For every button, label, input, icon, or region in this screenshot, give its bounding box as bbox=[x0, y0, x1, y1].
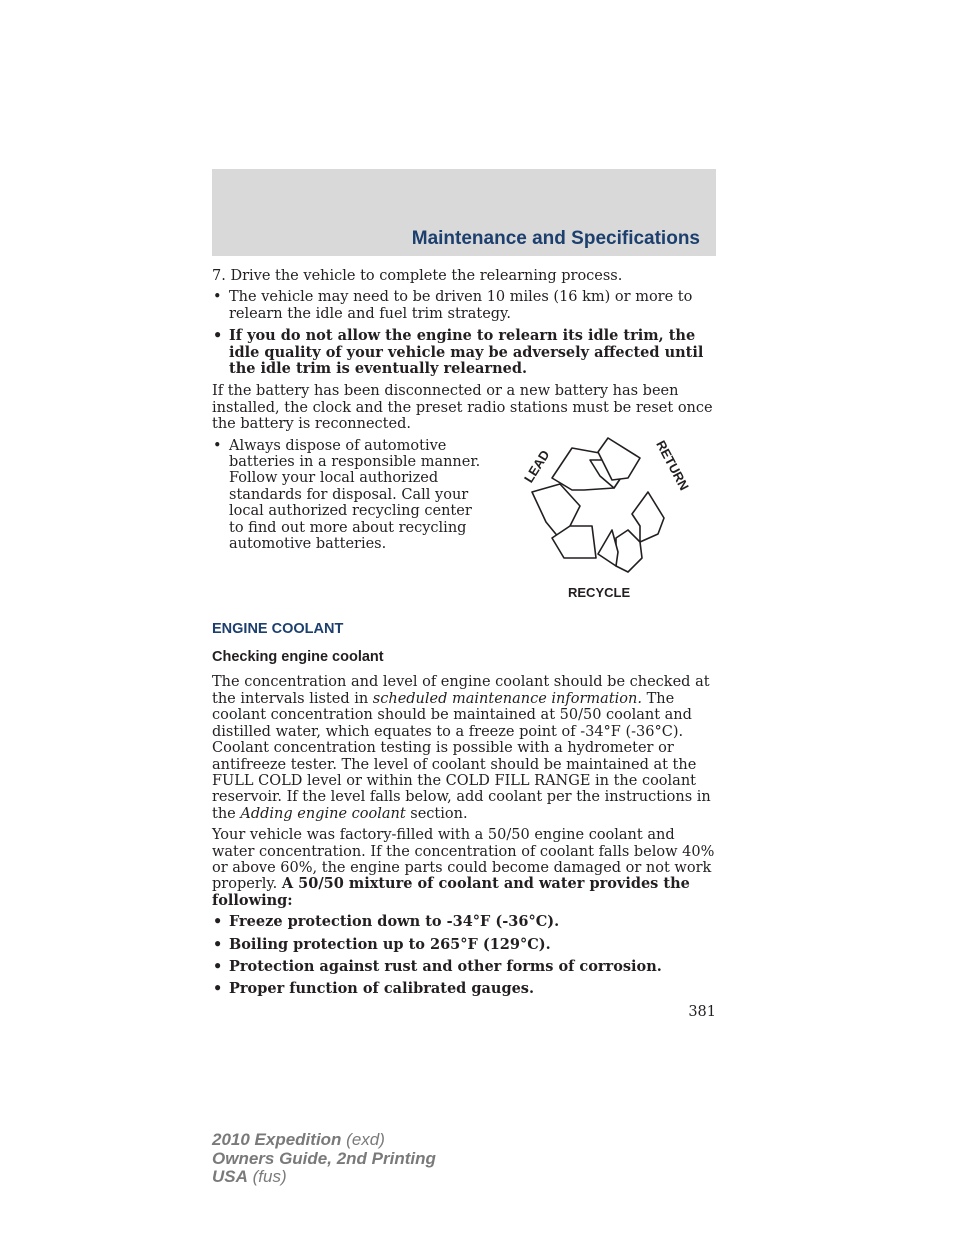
benefit-item: • Freeze protection down to -34°F (-36°C). bbox=[212, 914, 716, 930]
footer-market-code: (fus) bbox=[247, 1167, 287, 1186]
benefit-item: • Protection against rust and other forms of corrosion. bbox=[212, 959, 716, 975]
step-7: 7. Drive the vehicle to complete the relearning process. bbox=[212, 268, 623, 284]
coolant-check-paragraph bbox=[212, 674, 716, 822]
section-title-engine-coolant: ENGINE COOLANT bbox=[212, 620, 344, 637]
page-content bbox=[212, 268, 716, 1020]
battery-disposal-section bbox=[212, 438, 716, 614]
page-number: 381 bbox=[688, 1003, 716, 1020]
footer-market: USA bbox=[212, 1167, 248, 1186]
footer-model: 2010 Expedition bbox=[212, 1130, 342, 1149]
bullet-battery-disposal: • Always dispose of automotive batteries in a responsible manner. Follow your local authorized standards for disposal. Call your local authorized recycling center to find out more about recycling automotive batteries. bbox=[212, 438, 483, 553]
coolant-para2-bold: A 50/50 mixture of coolant and water provides the following: bbox=[212, 875, 690, 909]
bullet-relearn-distance: • The vehicle may need to be driven 10 miles (16 km) or more to relearn the idle and fuel trim strategy. bbox=[212, 289, 716, 322]
coolant-para1-text-3: section. bbox=[405, 805, 468, 822]
coolant-para1-text-1: The concentration and level of engine coolant should be checked at the intervals listed in bbox=[212, 674, 710, 707]
recycle-icon bbox=[504, 430, 694, 598]
battery-reset-paragraph: If the battery has been disconnected or a new battery has been installed, the clock and the preset radio stations must be reset once the battery is reconnected. bbox=[212, 383, 713, 433]
logo-recycle-label: RECYCLE bbox=[568, 584, 631, 598]
coolant-mixture-paragraph bbox=[212, 827, 716, 909]
benefit-item: • Proper function of calibrated gauges. bbox=[212, 981, 716, 997]
benefit-item: • Boiling protection up to 265°F (129°C). bbox=[212, 937, 716, 953]
coolant-para1-italic-ref-2: Adding engine coolant bbox=[240, 805, 406, 822]
section-header-band bbox=[212, 169, 716, 256]
coolant-para1-italic-ref-1: scheduled maintenance information. bbox=[372, 690, 642, 707]
bullet-idle-trim-warning: • If you do not allow the engine to relearn its idle trim, the idle quality of your vehicle may be adversely affected until the idle trim is eventually relearned. bbox=[212, 328, 716, 377]
footer-model-code: (exd) bbox=[341, 1130, 385, 1149]
logo-lead-label: LEAD bbox=[521, 447, 553, 486]
footer-line-3 bbox=[212, 1168, 436, 1187]
section-header-title: Maintenance and Specifications bbox=[411, 228, 700, 249]
footer-line-1 bbox=[212, 1131, 436, 1150]
logo-return-label: RETURN bbox=[653, 437, 692, 493]
coolant-para1-text-2: The coolant concentration should be maintained at 50/50 coolant and distilled water, which equates to a freeze point of -34°F (-36°C). Coolant concentration testing is possible with a hydrometer or antifreeze tester. The level of coolant should be maintained at the FULL COLD level or within the COLD FILL RANGE in the coolant reservoir. If the level falls below, add coolant per the instructions in the bbox=[212, 690, 711, 822]
subsection-title-checking-coolant: Checking engine coolant bbox=[212, 649, 384, 666]
coolant-para2-text: Your vehicle was factory-filled with a 50/50 engine coolant and water concentration. If the concentration of coolant falls below 40% or above 60%, the engine parts could become damaged or not work properly. bbox=[212, 827, 715, 893]
footer-line-2: Owners Guide, 2nd Printing bbox=[212, 1148, 436, 1168]
document-footer bbox=[212, 1131, 436, 1187]
